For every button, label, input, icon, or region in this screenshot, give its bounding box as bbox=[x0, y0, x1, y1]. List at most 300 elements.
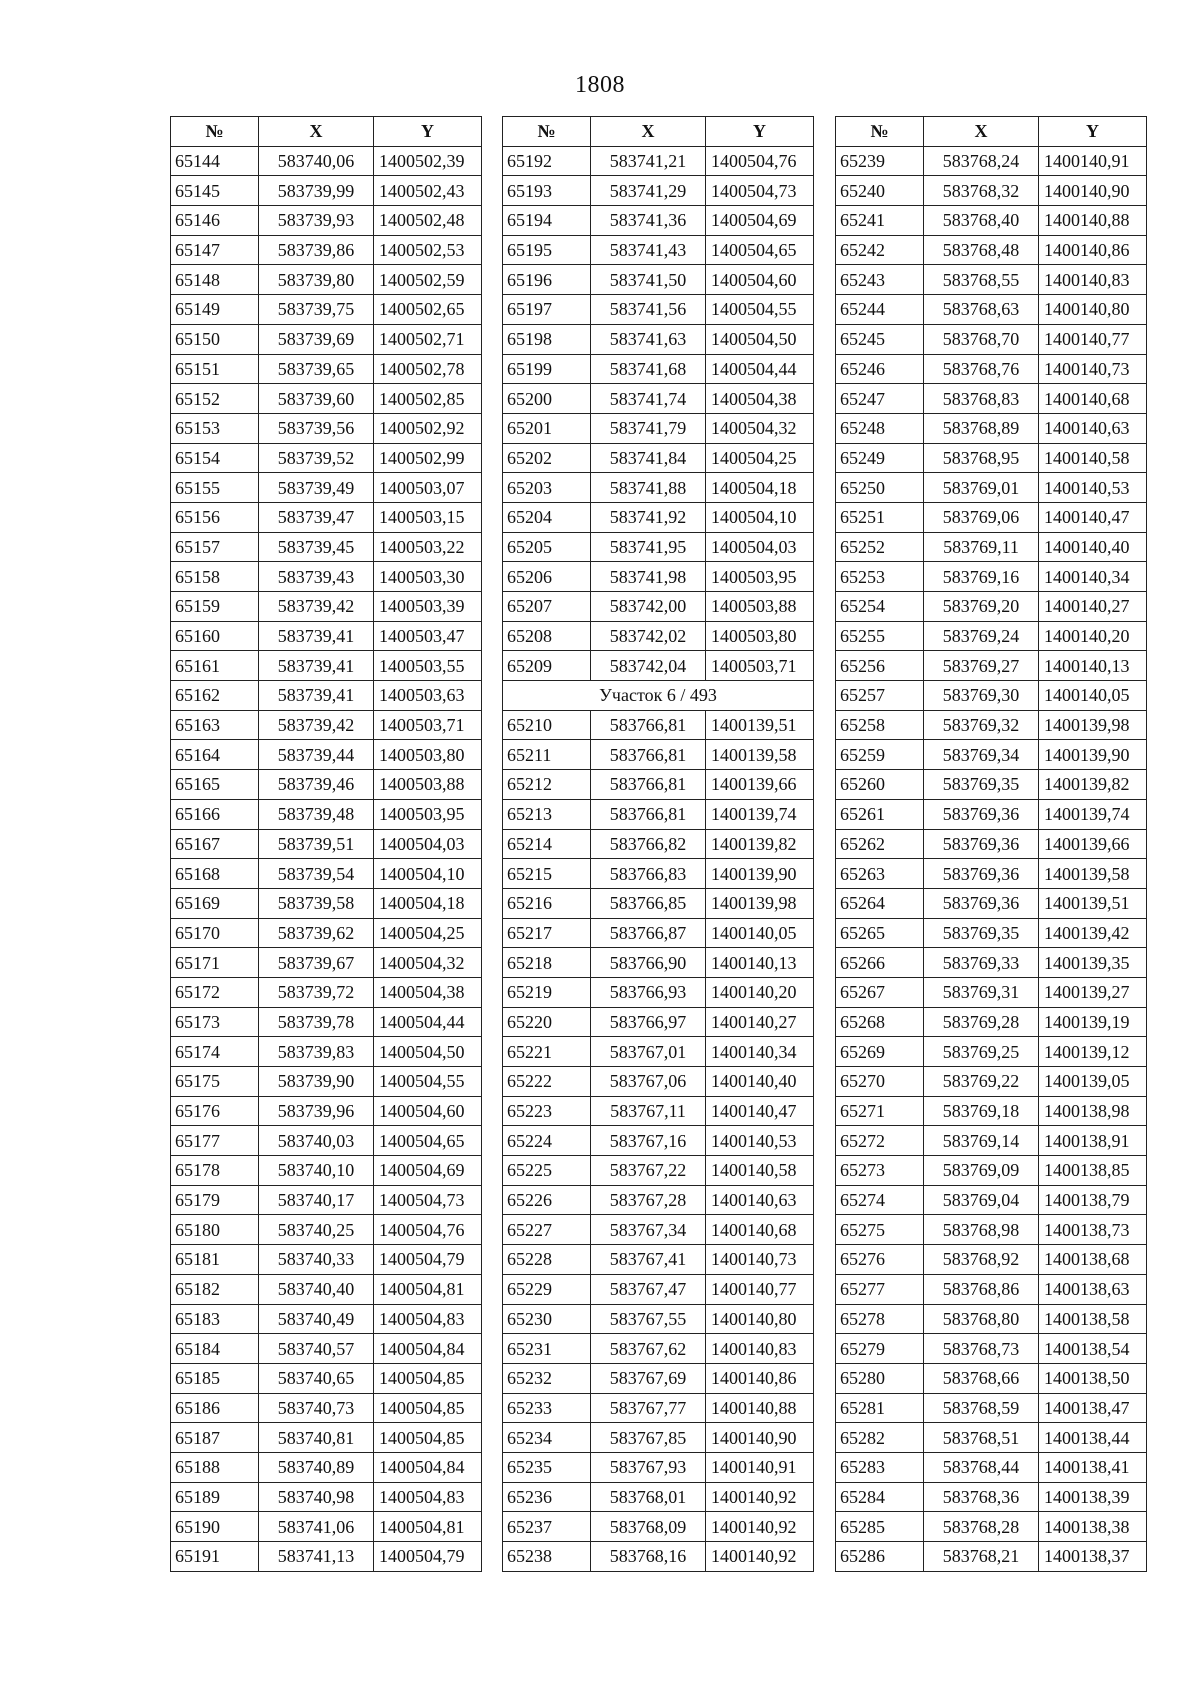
point-number-cell: 65199 bbox=[503, 354, 591, 384]
point-number-cell: 65158 bbox=[171, 562, 259, 592]
point-number-cell: 65167 bbox=[171, 829, 259, 859]
x-coordinate-cell: 583768,73 bbox=[924, 1334, 1039, 1364]
table-row bbox=[836, 740, 1147, 770]
y-coordinate-cell: 1400140,90 bbox=[1039, 176, 1147, 206]
x-coordinate-cell: 583768,40 bbox=[924, 206, 1039, 236]
table-row bbox=[171, 413, 482, 443]
x-coordinate-cell: 583768,95 bbox=[924, 443, 1039, 473]
y-coordinate-cell: 1400138,37 bbox=[1039, 1542, 1147, 1572]
y-coordinate-cell: 1400140,05 bbox=[706, 918, 814, 948]
table-row bbox=[836, 354, 1147, 384]
table-row bbox=[503, 1037, 814, 1067]
x-coordinate-cell: 583768,55 bbox=[924, 265, 1039, 295]
point-number-cell: 65194 bbox=[503, 206, 591, 236]
point-number-cell: 65286 bbox=[836, 1542, 924, 1572]
point-number-cell: 65178 bbox=[171, 1156, 259, 1186]
point-number-cell: 65171 bbox=[171, 948, 259, 978]
table-row bbox=[503, 354, 814, 384]
point-number-cell: 65228 bbox=[503, 1245, 591, 1275]
y-coordinate-cell: 1400504,83 bbox=[374, 1304, 482, 1334]
point-number-cell: 65188 bbox=[171, 1452, 259, 1482]
x-coordinate-cell: 583741,63 bbox=[591, 324, 706, 354]
point-number-cell: 65232 bbox=[503, 1363, 591, 1393]
y-coordinate-cell: 1400504,38 bbox=[374, 977, 482, 1007]
point-number-cell: 65148 bbox=[171, 265, 259, 295]
y-coordinate-cell: 1400504,85 bbox=[374, 1393, 482, 1423]
x-coordinate-cell: 583768,36 bbox=[924, 1482, 1039, 1512]
point-number-cell: 65186 bbox=[171, 1393, 259, 1423]
x-coordinate-cell: 583768,98 bbox=[924, 1215, 1039, 1245]
table-row bbox=[836, 235, 1147, 265]
x-coordinate-cell: 583769,32 bbox=[924, 710, 1039, 740]
table-row bbox=[836, 324, 1147, 354]
table-row bbox=[171, 1512, 482, 1542]
point-number-cell: 65175 bbox=[171, 1067, 259, 1097]
y-coordinate-cell: 1400502,65 bbox=[374, 295, 482, 325]
point-number-cell: 65163 bbox=[171, 710, 259, 740]
point-number-cell: 65169 bbox=[171, 888, 259, 918]
point-number-cell: 65166 bbox=[171, 799, 259, 829]
point-number-cell: 65264 bbox=[836, 888, 924, 918]
x-coordinate-cell: 583767,16 bbox=[591, 1126, 706, 1156]
y-coordinate-cell: 1400502,53 bbox=[374, 235, 482, 265]
x-coordinate-cell: 583741,56 bbox=[591, 295, 706, 325]
table-row bbox=[171, 562, 482, 592]
point-number-cell: 65187 bbox=[171, 1423, 259, 1453]
coordinates-table-right bbox=[835, 116, 1147, 1572]
point-number-cell: 65190 bbox=[171, 1512, 259, 1542]
point-number-cell: 65233 bbox=[503, 1393, 591, 1423]
table-row bbox=[171, 1334, 482, 1364]
table-row bbox=[836, 948, 1147, 978]
y-coordinate-cell: 1400504,18 bbox=[374, 888, 482, 918]
x-coordinate-cell: 583769,20 bbox=[924, 592, 1039, 622]
y-coordinate-cell: 1400140,77 bbox=[706, 1274, 814, 1304]
point-number-cell: 65274 bbox=[836, 1185, 924, 1215]
x-coordinate-cell: 583739,41 bbox=[259, 681, 374, 711]
y-coordinate-cell: 1400140,58 bbox=[706, 1156, 814, 1186]
y-coordinate-cell: 1400503,39 bbox=[374, 592, 482, 622]
y-coordinate-cell: 1400138,63 bbox=[1039, 1274, 1147, 1304]
table-row bbox=[171, 206, 482, 236]
point-number-cell: 65204 bbox=[503, 502, 591, 532]
x-coordinate-cell: 583769,36 bbox=[924, 799, 1039, 829]
header-x: X bbox=[259, 117, 374, 147]
y-coordinate-cell: 1400138,73 bbox=[1039, 1215, 1147, 1245]
table-row bbox=[503, 295, 814, 325]
y-coordinate-cell: 1400504,69 bbox=[706, 206, 814, 236]
y-coordinate-cell: 1400139,58 bbox=[1039, 859, 1147, 889]
y-coordinate-cell: 1400504,69 bbox=[374, 1156, 482, 1186]
y-coordinate-cell: 1400503,88 bbox=[706, 592, 814, 622]
table-row bbox=[503, 1007, 814, 1037]
x-coordinate-cell: 583739,45 bbox=[259, 532, 374, 562]
point-number-cell: 65267 bbox=[836, 977, 924, 1007]
table-row bbox=[836, 502, 1147, 532]
y-coordinate-cell: 1400140,83 bbox=[706, 1334, 814, 1364]
y-coordinate-cell: 1400502,78 bbox=[374, 354, 482, 384]
y-coordinate-cell: 1400504,03 bbox=[374, 829, 482, 859]
point-number-cell: 65219 bbox=[503, 977, 591, 1007]
x-coordinate-cell: 583739,69 bbox=[259, 324, 374, 354]
table-row bbox=[503, 265, 814, 295]
point-number-cell: 65256 bbox=[836, 651, 924, 681]
y-coordinate-cell: 1400140,83 bbox=[1039, 265, 1147, 295]
x-coordinate-cell: 583739,90 bbox=[259, 1067, 374, 1097]
point-number-cell: 65144 bbox=[171, 146, 259, 176]
y-coordinate-cell: 1400504,44 bbox=[706, 354, 814, 384]
point-number-cell: 65241 bbox=[836, 206, 924, 236]
table-row bbox=[503, 1542, 814, 1572]
x-coordinate-cell: 583769,14 bbox=[924, 1126, 1039, 1156]
table-row bbox=[836, 1423, 1147, 1453]
x-coordinate-cell: 583769,31 bbox=[924, 977, 1039, 1007]
table-row bbox=[503, 1363, 814, 1393]
x-coordinate-cell: 583768,86 bbox=[924, 1274, 1039, 1304]
table-row bbox=[503, 1156, 814, 1186]
x-coordinate-cell: 583768,83 bbox=[924, 384, 1039, 414]
table-row bbox=[836, 1126, 1147, 1156]
x-coordinate-cell: 583741,98 bbox=[591, 562, 706, 592]
table-row bbox=[171, 829, 482, 859]
x-coordinate-cell: 583741,13 bbox=[259, 1542, 374, 1572]
x-coordinate-cell: 583741,43 bbox=[591, 235, 706, 265]
table-row bbox=[503, 1245, 814, 1275]
point-number-cell: 65263 bbox=[836, 859, 924, 889]
point-number-cell: 65151 bbox=[171, 354, 259, 384]
table-row bbox=[503, 1512, 814, 1542]
x-coordinate-cell: 583768,76 bbox=[924, 354, 1039, 384]
point-number-cell: 65230 bbox=[503, 1304, 591, 1334]
point-number-cell: 65212 bbox=[503, 770, 591, 800]
x-coordinate-cell: 583766,81 bbox=[591, 710, 706, 740]
table-row bbox=[171, 1067, 482, 1097]
header-number: № bbox=[171, 117, 259, 147]
x-coordinate-cell: 583766,90 bbox=[591, 948, 706, 978]
table-row bbox=[836, 829, 1147, 859]
y-coordinate-cell: 1400504,60 bbox=[706, 265, 814, 295]
y-coordinate-cell: 1400139,05 bbox=[1039, 1067, 1147, 1097]
y-coordinate-cell: 1400504,84 bbox=[374, 1334, 482, 1364]
y-coordinate-cell: 1400504,55 bbox=[374, 1067, 482, 1097]
point-number-cell: 65231 bbox=[503, 1334, 591, 1364]
table-row bbox=[836, 1363, 1147, 1393]
y-coordinate-cell: 1400139,12 bbox=[1039, 1037, 1147, 1067]
x-coordinate-cell: 583768,01 bbox=[591, 1482, 706, 1512]
y-coordinate-cell: 1400139,98 bbox=[706, 888, 814, 918]
table-row bbox=[836, 1274, 1147, 1304]
x-coordinate-cell: 583742,02 bbox=[591, 621, 706, 651]
table-row bbox=[171, 977, 482, 1007]
x-coordinate-cell: 583741,21 bbox=[591, 146, 706, 176]
y-coordinate-cell: 1400140,05 bbox=[1039, 681, 1147, 711]
table-row bbox=[503, 770, 814, 800]
point-number-cell: 65239 bbox=[836, 146, 924, 176]
x-coordinate-cell: 583766,81 bbox=[591, 770, 706, 800]
point-number-cell: 65150 bbox=[171, 324, 259, 354]
point-number-cell: 65214 bbox=[503, 829, 591, 859]
x-coordinate-cell: 583739,51 bbox=[259, 829, 374, 859]
x-coordinate-cell: 583741,06 bbox=[259, 1512, 374, 1542]
y-coordinate-cell: 1400138,41 bbox=[1039, 1452, 1147, 1482]
y-coordinate-cell: 1400502,99 bbox=[374, 443, 482, 473]
point-number-cell: 65250 bbox=[836, 473, 924, 503]
point-number-cell: 65146 bbox=[171, 206, 259, 236]
point-number-cell: 65273 bbox=[836, 1156, 924, 1186]
table-row bbox=[836, 384, 1147, 414]
x-coordinate-cell: 583769,36 bbox=[924, 859, 1039, 889]
table-row bbox=[171, 502, 482, 532]
x-coordinate-cell: 583739,78 bbox=[259, 1007, 374, 1037]
x-coordinate-cell: 583739,49 bbox=[259, 473, 374, 503]
y-coordinate-cell: 1400140,53 bbox=[1039, 473, 1147, 503]
point-number-cell: 65156 bbox=[171, 502, 259, 532]
point-number-cell: 65183 bbox=[171, 1304, 259, 1334]
header-x: X bbox=[591, 117, 706, 147]
x-coordinate-cell: 583739,60 bbox=[259, 384, 374, 414]
table-row bbox=[171, 592, 482, 622]
x-coordinate-cell: 583739,54 bbox=[259, 859, 374, 889]
x-coordinate-cell: 583768,09 bbox=[591, 1512, 706, 1542]
point-number-cell: 65145 bbox=[171, 176, 259, 206]
point-number-cell: 65170 bbox=[171, 918, 259, 948]
table-row bbox=[503, 859, 814, 889]
y-coordinate-cell: 1400504,84 bbox=[374, 1452, 482, 1482]
point-number-cell: 65192 bbox=[503, 146, 591, 176]
point-number-cell: 65154 bbox=[171, 443, 259, 473]
point-number-cell: 65257 bbox=[836, 681, 924, 711]
table-row bbox=[171, 443, 482, 473]
y-coordinate-cell: 1400504,55 bbox=[706, 295, 814, 325]
table-row bbox=[836, 592, 1147, 622]
table-row bbox=[503, 1096, 814, 1126]
y-coordinate-cell: 1400504,85 bbox=[374, 1423, 482, 1453]
x-coordinate-cell: 583769,25 bbox=[924, 1037, 1039, 1067]
y-coordinate-cell: 1400140,27 bbox=[1039, 592, 1147, 622]
table-row bbox=[503, 1215, 814, 1245]
point-number-cell: 65218 bbox=[503, 948, 591, 978]
x-coordinate-cell: 583739,43 bbox=[259, 562, 374, 592]
x-coordinate-cell: 583766,81 bbox=[591, 740, 706, 770]
point-number-cell: 65279 bbox=[836, 1334, 924, 1364]
y-coordinate-cell: 1400503,47 bbox=[374, 621, 482, 651]
x-coordinate-cell: 583740,49 bbox=[259, 1304, 374, 1334]
table-row bbox=[171, 1156, 482, 1186]
table-row bbox=[503, 1452, 814, 1482]
y-coordinate-cell: 1400503,71 bbox=[706, 651, 814, 681]
y-coordinate-cell: 1400502,85 bbox=[374, 384, 482, 414]
coordinates-table-left bbox=[170, 116, 482, 1572]
header-y: Y bbox=[1039, 117, 1147, 147]
point-number-cell: 65217 bbox=[503, 918, 591, 948]
table-header-row bbox=[836, 117, 1147, 147]
point-number-cell: 65200 bbox=[503, 384, 591, 414]
y-coordinate-cell: 1400139,42 bbox=[1039, 918, 1147, 948]
point-number-cell: 65152 bbox=[171, 384, 259, 414]
table-row bbox=[171, 384, 482, 414]
x-coordinate-cell: 583739,42 bbox=[259, 592, 374, 622]
x-coordinate-cell: 583742,04 bbox=[591, 651, 706, 681]
point-number-cell: 65206 bbox=[503, 562, 591, 592]
y-coordinate-cell: 1400138,50 bbox=[1039, 1363, 1147, 1393]
table-row bbox=[503, 532, 814, 562]
x-coordinate-cell: 583740,65 bbox=[259, 1363, 374, 1393]
header-y: Y bbox=[374, 117, 482, 147]
x-coordinate-cell: 583740,06 bbox=[259, 146, 374, 176]
y-coordinate-cell: 1400504,73 bbox=[374, 1185, 482, 1215]
table-row bbox=[503, 888, 814, 918]
x-coordinate-cell: 583769,09 bbox=[924, 1156, 1039, 1186]
table-row bbox=[503, 621, 814, 651]
x-coordinate-cell: 583739,99 bbox=[259, 176, 374, 206]
table-row bbox=[503, 443, 814, 473]
y-coordinate-cell: 1400504,76 bbox=[374, 1215, 482, 1245]
point-number-cell: 65265 bbox=[836, 918, 924, 948]
y-coordinate-cell: 1400504,10 bbox=[706, 502, 814, 532]
x-coordinate-cell: 583767,41 bbox=[591, 1245, 706, 1275]
point-number-cell: 65207 bbox=[503, 592, 591, 622]
x-coordinate-cell: 583766,87 bbox=[591, 918, 706, 948]
y-coordinate-cell: 1400503,63 bbox=[374, 681, 482, 711]
y-coordinate-cell: 1400140,86 bbox=[1039, 235, 1147, 265]
point-number-cell: 65208 bbox=[503, 621, 591, 651]
point-number-cell: 65280 bbox=[836, 1363, 924, 1393]
y-coordinate-cell: 1400140,88 bbox=[1039, 206, 1147, 236]
point-number-cell: 65149 bbox=[171, 295, 259, 325]
y-coordinate-cell: 1400503,71 bbox=[374, 710, 482, 740]
y-coordinate-cell: 1400138,68 bbox=[1039, 1245, 1147, 1275]
point-number-cell: 65283 bbox=[836, 1452, 924, 1482]
point-number-cell: 65266 bbox=[836, 948, 924, 978]
y-coordinate-cell: 1400140,91 bbox=[706, 1452, 814, 1482]
y-coordinate-cell: 1400139,51 bbox=[1039, 888, 1147, 918]
point-number-cell: 65249 bbox=[836, 443, 924, 473]
x-coordinate-cell: 583767,62 bbox=[591, 1334, 706, 1364]
y-coordinate-cell: 1400139,27 bbox=[1039, 977, 1147, 1007]
y-coordinate-cell: 1400139,66 bbox=[706, 770, 814, 800]
x-coordinate-cell: 583768,32 bbox=[924, 176, 1039, 206]
y-coordinate-cell: 1400138,44 bbox=[1039, 1423, 1147, 1453]
table-row bbox=[171, 1363, 482, 1393]
table-row bbox=[503, 502, 814, 532]
x-coordinate-cell: 583769,11 bbox=[924, 532, 1039, 562]
table-row bbox=[836, 1096, 1147, 1126]
point-number-cell: 65248 bbox=[836, 413, 924, 443]
y-coordinate-cell: 1400139,51 bbox=[706, 710, 814, 740]
table-row bbox=[171, 473, 482, 503]
point-number-cell: 65278 bbox=[836, 1304, 924, 1334]
table-row bbox=[503, 829, 814, 859]
y-coordinate-cell: 1400504,50 bbox=[706, 324, 814, 354]
x-coordinate-cell: 583769,28 bbox=[924, 1007, 1039, 1037]
x-coordinate-cell: 583741,92 bbox=[591, 502, 706, 532]
y-coordinate-cell: 1400503,30 bbox=[374, 562, 482, 592]
table-row bbox=[836, 146, 1147, 176]
point-number-cell: 65165 bbox=[171, 770, 259, 800]
y-coordinate-cell: 1400140,34 bbox=[1039, 562, 1147, 592]
x-coordinate-cell: 583739,67 bbox=[259, 948, 374, 978]
y-coordinate-cell: 1400503,95 bbox=[706, 562, 814, 592]
x-coordinate-cell: 583740,98 bbox=[259, 1482, 374, 1512]
x-coordinate-cell: 583766,81 bbox=[591, 799, 706, 829]
x-coordinate-cell: 583740,89 bbox=[259, 1452, 374, 1482]
x-coordinate-cell: 583739,44 bbox=[259, 740, 374, 770]
table-row bbox=[836, 1452, 1147, 1482]
table-row bbox=[836, 1542, 1147, 1572]
y-coordinate-cell: 1400504,76 bbox=[706, 146, 814, 176]
y-coordinate-cell: 1400503,55 bbox=[374, 651, 482, 681]
y-coordinate-cell: 1400504,32 bbox=[706, 413, 814, 443]
x-coordinate-cell: 583769,01 bbox=[924, 473, 1039, 503]
x-coordinate-cell: 583768,66 bbox=[924, 1363, 1039, 1393]
y-coordinate-cell: 1400504,50 bbox=[374, 1037, 482, 1067]
y-coordinate-cell: 1400503,07 bbox=[374, 473, 482, 503]
point-number-cell: 65247 bbox=[836, 384, 924, 414]
table-row bbox=[836, 295, 1147, 325]
y-coordinate-cell: 1400504,85 bbox=[374, 1363, 482, 1393]
table-row bbox=[171, 681, 482, 711]
table-row bbox=[503, 977, 814, 1007]
point-number-cell: 65226 bbox=[503, 1185, 591, 1215]
point-number-cell: 65201 bbox=[503, 413, 591, 443]
table-row bbox=[171, 1126, 482, 1156]
x-coordinate-cell: 583767,28 bbox=[591, 1185, 706, 1215]
point-number-cell: 65244 bbox=[836, 295, 924, 325]
x-coordinate-cell: 583742,00 bbox=[591, 592, 706, 622]
x-coordinate-cell: 583769,36 bbox=[924, 829, 1039, 859]
table-row bbox=[171, 651, 482, 681]
point-number-cell: 65181 bbox=[171, 1245, 259, 1275]
y-coordinate-cell: 1400504,73 bbox=[706, 176, 814, 206]
x-coordinate-cell: 583739,65 bbox=[259, 354, 374, 384]
table-row bbox=[836, 1037, 1147, 1067]
x-coordinate-cell: 583740,57 bbox=[259, 1334, 374, 1364]
x-coordinate-cell: 583768,16 bbox=[591, 1542, 706, 1572]
x-coordinate-cell: 583739,46 bbox=[259, 770, 374, 800]
table-row bbox=[836, 1304, 1147, 1334]
point-number-cell: 65195 bbox=[503, 235, 591, 265]
table-row bbox=[836, 1067, 1147, 1097]
point-number-cell: 65268 bbox=[836, 1007, 924, 1037]
table-row bbox=[503, 1185, 814, 1215]
table-row bbox=[171, 621, 482, 651]
table-row bbox=[171, 1482, 482, 1512]
y-coordinate-cell: 1400138,91 bbox=[1039, 1126, 1147, 1156]
point-number-cell: 65161 bbox=[171, 651, 259, 681]
x-coordinate-cell: 583769,27 bbox=[924, 651, 1039, 681]
point-number-cell: 65260 bbox=[836, 770, 924, 800]
point-number-cell: 65224 bbox=[503, 1126, 591, 1156]
table-row bbox=[836, 1156, 1147, 1186]
x-coordinate-cell: 583741,50 bbox=[591, 265, 706, 295]
point-number-cell: 65222 bbox=[503, 1067, 591, 1097]
y-coordinate-cell: 1400138,54 bbox=[1039, 1334, 1147, 1364]
point-number-cell: 65191 bbox=[171, 1542, 259, 1572]
y-coordinate-cell: 1400140,77 bbox=[1039, 324, 1147, 354]
y-coordinate-cell: 1400139,35 bbox=[1039, 948, 1147, 978]
y-coordinate-cell: 1400504,25 bbox=[374, 918, 482, 948]
y-coordinate-cell: 1400140,13 bbox=[706, 948, 814, 978]
x-coordinate-cell: 583769,33 bbox=[924, 948, 1039, 978]
y-coordinate-cell: 1400139,90 bbox=[706, 859, 814, 889]
x-coordinate-cell: 583739,58 bbox=[259, 888, 374, 918]
y-coordinate-cell: 1400140,20 bbox=[706, 977, 814, 1007]
table-row bbox=[171, 1274, 482, 1304]
x-coordinate-cell: 583741,88 bbox=[591, 473, 706, 503]
point-number-cell: 65272 bbox=[836, 1126, 924, 1156]
y-coordinate-cell: 1400504,81 bbox=[374, 1274, 482, 1304]
point-number-cell: 65213 bbox=[503, 799, 591, 829]
